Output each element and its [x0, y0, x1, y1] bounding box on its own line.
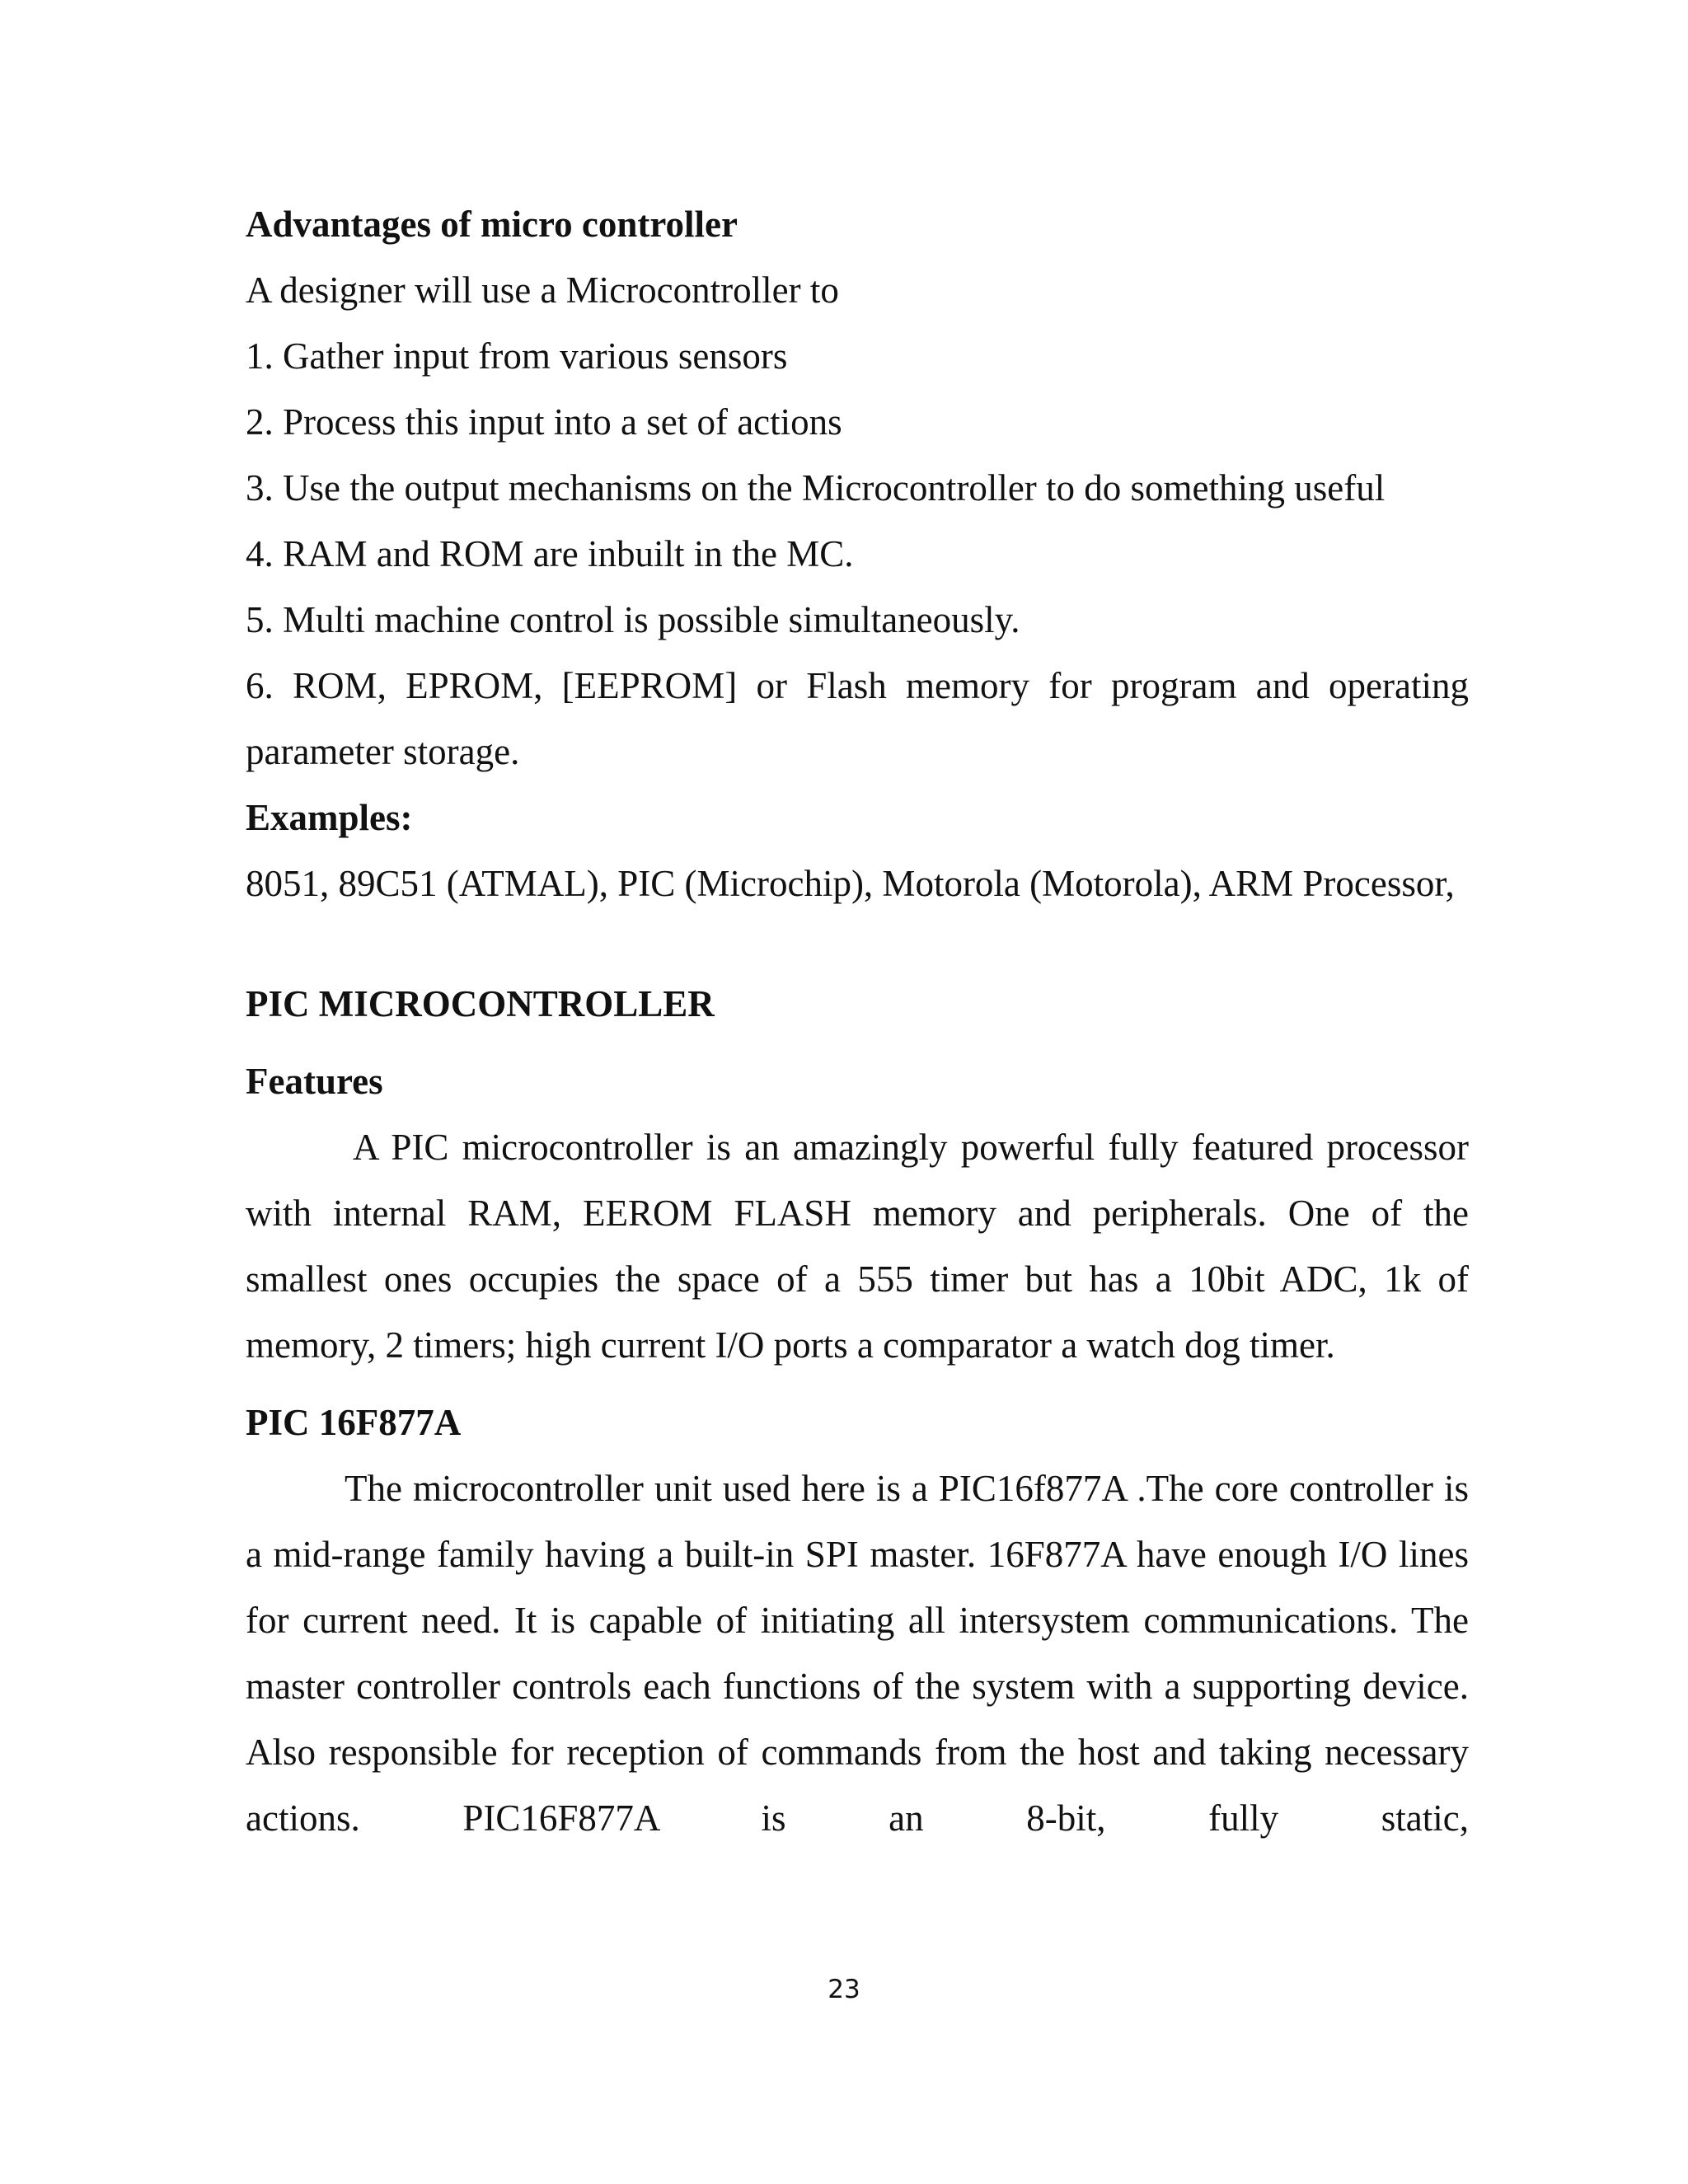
- advantages-item-1: 1. Gather input from various sensors: [246, 335, 788, 377]
- examples-heading: Examples:: [246, 797, 413, 838]
- pic-heading: PIC MICROCONTROLLER: [246, 983, 715, 1024]
- advantages-item-6: 6. ROM, EPROM, [EEPROM] or Flash memory for program and operating parameter storage.: [246, 665, 1469, 772]
- section-gap: [246, 916, 1469, 971]
- advantages-item-3: 3. Use the output mechanisms on the Microcontroller to do something useful: [246, 467, 1386, 509]
- features-heading: Features: [246, 1061, 383, 1102]
- advantages-item-2: 2. Process this input into a set of actions: [246, 401, 842, 443]
- section-gap: [246, 1037, 1469, 1048]
- advantages-heading: Advantages of micro controller: [246, 204, 738, 245]
- pic16-paragraph: The microcontroller unit used here is a PIC16f877A .The core controller is a mid-range family having a built-in SPI master. 16F877A have enough I/O lines for current need. It is capable of initiating all intersystem communications. The master controller controls each functions of the system with a supporting device. Also responsible for reception of commands from the host and taking necessary actions. PIC16F877A is an 8-bit, fully static,: [246, 1468, 1469, 1839]
- advantages-intro: A designer will use a Microcontroller to: [246, 269, 839, 311]
- advantages-item-4: 4. RAM and ROM are inbuilt in the MC.: [246, 533, 854, 574]
- advantages-item-5: 5. Multi machine control is possible simultaneously.: [246, 599, 1020, 640]
- examples-text: 8051, 89C51 (ATMAL), PIC (Microchip), Motorola (Motorola), ARM Processor,: [246, 863, 1455, 904]
- page-number: 23: [828, 1975, 860, 2004]
- page-content: [246, 191, 1469, 1851]
- features-paragraph: A PIC microcontroller is an amazingly powerful fully featured processor with internal RAM, EEROM FLASH memory and peripherals. One of the smallest ones occupies the space of a 555 timer but has a 10bit ADC, 1k of memory, 2 timers; high current I/O ports a comparator a watch dog timer.: [246, 1127, 1469, 1366]
- pic16-heading: PIC 16F877A: [246, 1402, 462, 1443]
- section-gap: [246, 1378, 1469, 1390]
